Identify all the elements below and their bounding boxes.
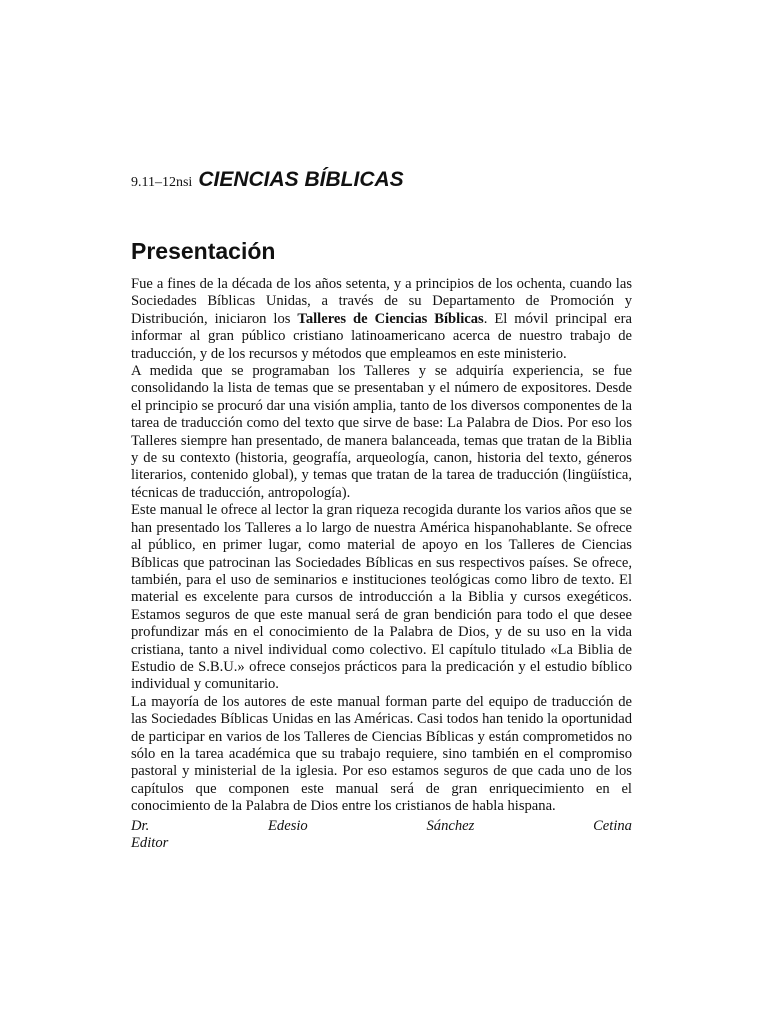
- signature-name: [131, 818, 632, 835]
- section-code: 9.11–12nsi: [131, 175, 193, 190]
- signature-word: Cetina: [593, 817, 632, 834]
- paragraph-4: La mayoría de los autores de este manual forman parte del equipo de traducción de las Sociedades Bíblicas Unidas en las Américas. Casi todos han tenido la oportunidad de participar en varios de los Talleres de Ciencias Bíblicas y están comprometidos no sólo en la tarea académica que su trabajo requiere, sino también en el compromiso pastoral y ministerial de la iglesia. Por eso estamos seguros de que cada uno de los capítulos que componen este manual será de gran enriquecimiento en el conocimiento de la Palabra de Dios entre los cristianos de habla hispana.: [131, 693, 632, 815]
- book-title: CIENCIAS BÍBLICAS: [198, 168, 404, 191]
- signature-word: Sánchez: [426, 817, 475, 834]
- section-heading: Presentación: [131, 238, 276, 264]
- running-header: [131, 168, 404, 192]
- workshops-name-bold: Talleres de Ciencias Bíblicas: [297, 310, 484, 327]
- signature-word: Edesio: [268, 817, 308, 834]
- body-text: [131, 276, 632, 852]
- paragraph-1: [131, 276, 632, 363]
- signature-word: Dr.: [131, 817, 150, 834]
- paragraph-3: Este manual le ofrece al lector la gran riqueza recogida durante los varios años que se han presentado los Talleres a lo largo de nuestra América hispanohablante. Se ofrece al público, en primer lugar, como material de apoyo en los Talleres de Ciencias Bíblicas que patrocinan las Sociedades Bíblicas en sus respectivos países. Se ofrece, también, para el uso de seminarios e instituciones teológicas como libro de texto. El material es excelente para cursos de introducción a la Biblia y cursos exegéticos. Estamos seguros de que este manual será de gran bendición para todo el que desee profundizar más en el conocimiento de la Palabra de Dios, y de su uso en la vida cristiana, tanto a nivel individual como colectivo. El capítulo titulado «La Biblia de Estudio de S.B.U.» ofrece consejos prácticos para la predicación y el estudio bíblico individual y comunitario.: [131, 502, 632, 693]
- paragraph-1-text-start: Fue a fines de la década de los años setenta, y a principios de los ochenta, cuando las Sociedades Bíblicas Unidas, a través de su Departamento de Promoción y Distribución, iniciaron los: [131, 276, 632, 327]
- signature-role: Editor: [131, 835, 169, 851]
- paragraph-2: A medida que se programaban los Talleres y se adquiría experiencia, se fue consolidando la lista de temas que se presentaban y el número de expositores. Desde el principio se procuró dar una visión amplia, tanto de los diversos componentes de la tarea de traducción como del texto que sirve de base: La Palabra de Dios. Por eso los Talleres siempre han presentado, de manera balanceada, temas que tratan de la Biblia y de su contexto (historia, geografía, arqueología, canon, historia del texto, géneros literarios, contenido global), y temas que tratan de la tarea de traducción (lingüística, técnicas de traducción, antropología).: [131, 363, 632, 501]
- signature-block: [131, 818, 632, 853]
- paragraph-1-text-end: . El móvil principal era informar al gran público cristiano latinoamericano acerca de nuestro trabajo de traducción, y de los recursos y métodos que empleamos en este ministerio.: [131, 310, 632, 362]
